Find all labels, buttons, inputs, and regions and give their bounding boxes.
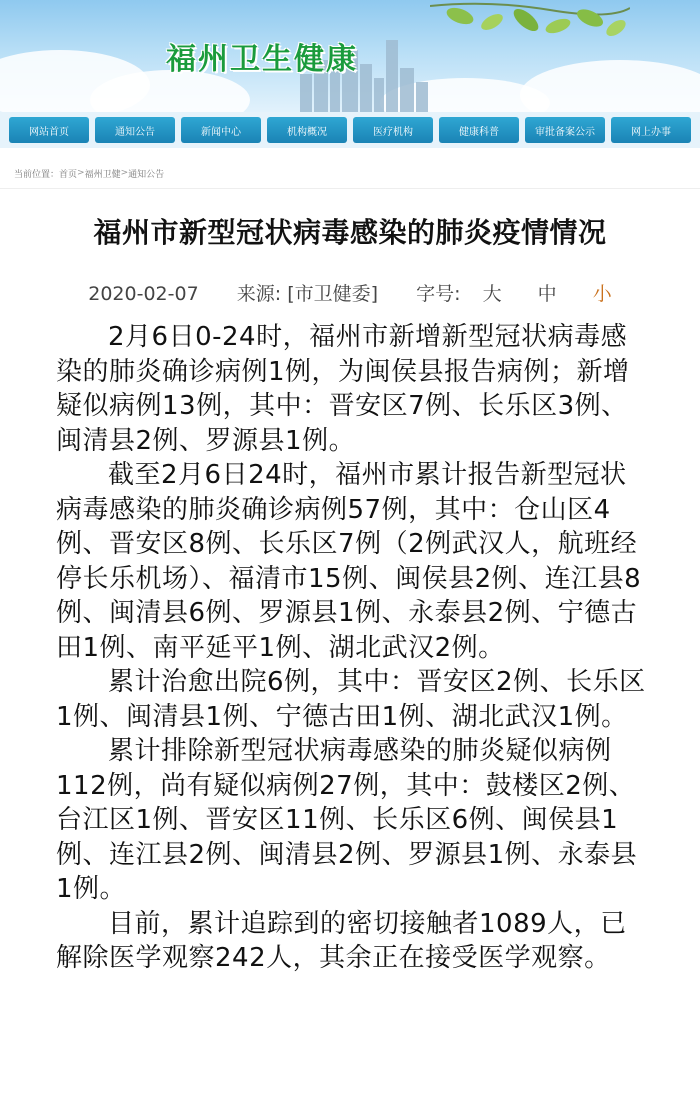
article-paragraph: 目前，累计追踪到的密切接触者1089人，已解除医学观察242人，其余正在接受医学观察。 (56, 908, 627, 973)
breadcrumb-home-link[interactable]: 首页 (59, 169, 78, 180)
nav-item-home[interactable]: 网站首页 (9, 117, 89, 143)
breadcrumb-section-link[interactable]: 福州卫健 (84, 169, 121, 180)
main-nav (0, 112, 700, 148)
article-body (0, 306, 700, 976)
breadcrumb-separator: > (120, 168, 129, 178)
nav-item-health-education[interactable]: 健康科普 (439, 117, 519, 143)
font-size-label: 字号: (416, 283, 461, 305)
site-banner (0, 0, 700, 112)
breadcrumb-current-link[interactable]: 通知公告 (128, 169, 165, 180)
nav-item-online-services[interactable]: 网上办事 (611, 117, 691, 143)
breadcrumb-separator: > (77, 168, 85, 178)
article-paragraph: 2月6日0-24时，福州市新增新型冠状病毒感染的肺炎确诊病例1例，为闽侯县报告病例；新增疑似病例13例，其中：晋安区7例、长乐区3例、闽清县2例、罗源县1例。 (56, 322, 630, 456)
article-date: 2020-02-07 (88, 283, 199, 305)
breadcrumb (0, 158, 700, 189)
source-label: 来源: (236, 283, 282, 305)
article-meta (0, 279, 700, 306)
site-logo[interactable]: 福州卫生健康 (166, 42, 358, 77)
nav-item-approvals[interactable]: 审批备案公示 (525, 117, 605, 143)
nav-item-medical-institutions[interactable]: 医疗机构 (353, 117, 433, 143)
article-paragraph: 累计治愈出院6例，其中：晋安区2例、长乐区1例、闽清县1例、宁德古田1例、湖北武汉1例。 (56, 667, 646, 732)
nav-item-about[interactable]: 机构概况 (267, 117, 347, 143)
font-size-small-button[interactable]: 小 (592, 283, 612, 305)
article-title: 福州市新型冠状病毒感染的肺炎疫情情况 (93, 216, 607, 249)
article-paragraph: 截至2月6日24时，福州市累计报告新型冠状病毒感染的肺炎确诊病例57例，其中：仓山区4例、晋安区8例、长乐区7例（2例武汉人，航班经停长乐机场）、福清市15例、闽侯县2例、连江县8例、闽清县6例、罗源县1例、永泰县2例、宁德古田1例、南平延平1例、湖北武汉2例。 (56, 460, 642, 663)
article-source: [市卫健委] (287, 283, 379, 305)
article-paragraph: 累计排除新型冠状病毒感染的肺炎疑似病例112例，尚有疑似病例27例，其中：鼓楼区2例、台江区1例、晋安区11例、长乐区6例、闽侯县1例、连江县2例、闽清县2例、罗源县1例、永泰县1例。 (56, 736, 638, 904)
nav-item-news[interactable]: 新闻中心 (181, 117, 261, 143)
nav-item-notices[interactable]: 通知公告 (95, 117, 175, 143)
font-size-medium-button[interactable]: 中 (537, 283, 557, 305)
leaves-decoration (430, 0, 630, 60)
breadcrumb-prefix: 当前位置： (14, 169, 60, 180)
font-size-large-button[interactable]: 大 (482, 283, 502, 305)
